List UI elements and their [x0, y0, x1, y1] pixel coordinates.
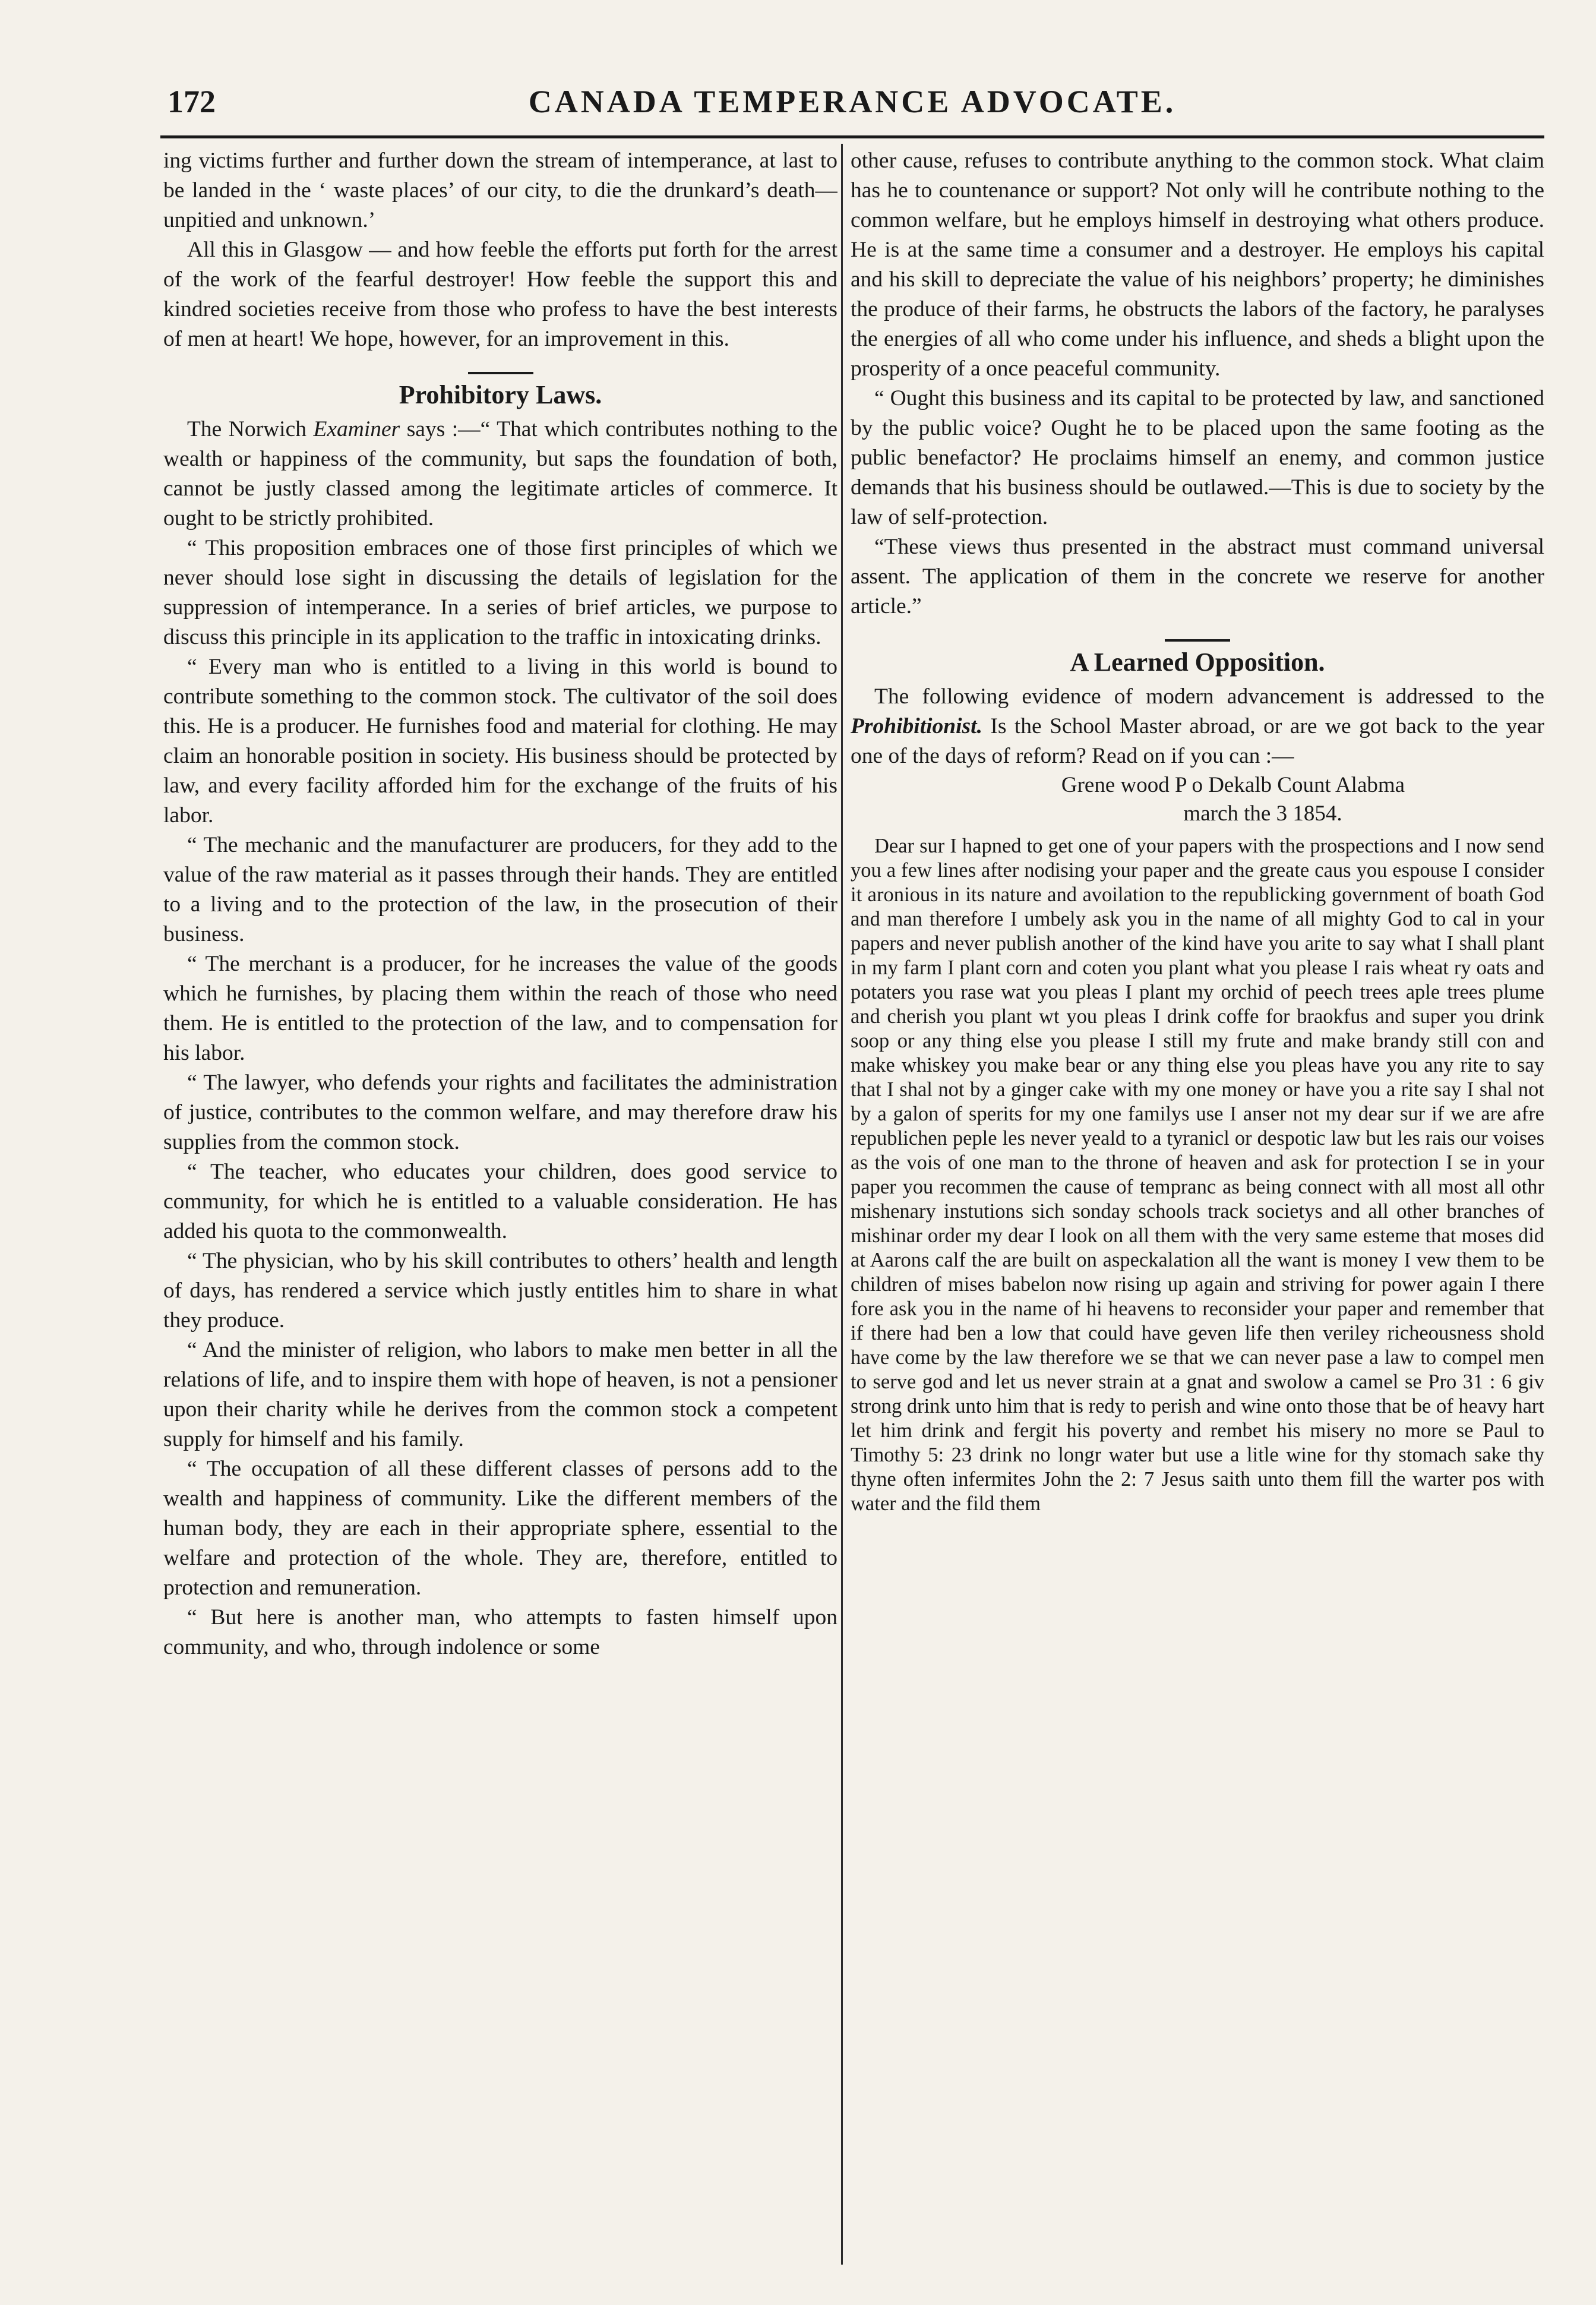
paragraph: “ This proposition embraces one of those first principles of which we never should lose sight in discussing the details of legislation for the suppression of intemperance. In a series of brief articles, we purpose to discuss this principle in its application to the traffic in intoxicating drinks. [163, 536, 837, 649]
learned-opposition-heading: A Learned Opposition. [1070, 648, 1325, 677]
text-run: says :—“ That which contributes nothing to the wealth or happiness of the community, but saps the foundation of both, cannot be justly classed among the legitimate articles of commerce. It ought to be strictly prohibited. [163, 417, 837, 531]
paragraph: “ The lawyer, who defends your rights and facilitates the administration of justice, contributes to the common welfare, and may therefore draw his supplies from the common stock. [163, 1071, 837, 1154]
paragraph: “ The teacher, who educates your children, does good service to community, for which he is entitled to a valuable consideration. He has added his quota to the commonwealth. [163, 1160, 837, 1243]
letter-dateline-date: march the 3 1854. [1183, 801, 1342, 826]
right-column [851, 146, 1544, 2267]
article-closing-paragraph: All this in Glasgow — and how feeble the efforts put forth for the arrest of the work of the fearful destroyer! How feeble the support this and kindred societies receive from those who profess to have the best interests of men at heart! We hope, however, for an improvement in this. [163, 238, 837, 351]
left-column [163, 146, 837, 2267]
paragraph: “ But here is another man, who attempts to fasten himself upon community, and who, through indolence or some [163, 1605, 837, 1659]
quoted-letter: Dear sur I hapned to get one of your papers with the prospections and I now send you a few lines after nodising your paper and the greate caus you espouse I consider it aronious in its nature and avoilation to the republicking government of boath God and man therefore I umbely ask you in the name of all mighty God to cal in your papers and never publish another of the kind have you arite to say what I shall plant in my farm I plant corn and coten you plant what you please I rais wheat ry oats and potaters you rase wat you pleas I plant my orchid of peech trees aple trees plume and cherish you plant wt you pleas I drink coffe for braokfus and super you drink soop or any thing else you please I still my frute and make brandy still con and make whiskey you make bear or any thing else you pleas have you any rite to say that I shal not by a ginger cake with my one money or have you a rite say I shal not by a galon of sperits for my one familys use I anser not my dear sur if we are afre republichen peple les never yeald to a tyranicl or despotic law but les rais our voises as the vois of one man to the throne of heaven and ask for protection I se in your paper you recommen the cause of tempranc as being connect with all most all othr mishenary instutions sich sonday schools track societys and all other branches of mishinar order my dear I look on all them with the very same esteme that moses did at Aarons calf the are built on aspeckalation all the want is money I vew them to be children of mises babelon now rising up again and striving for power again I there fore ask you in the name of hi heavens to reconsider your paper and remember that if there had ben a low that could have geven life then veriley richeousness shold have come by the law therefore we se that we can never pase a law to compel men to serve god and let us never strain at a gnat and swolow a camel se Pro 31 : 6 giv strong drink unto him that is redy to perish and wine onto those that be of heavy hart let him drink and fergit his poverty and rembet his misery no more se Paul to Timothy 5: 23 drink no longr water but use a litle wine for thy stomach sake thy thyne often infermites John the 2: 7 Jesus saith unto them fill the warter pos with water and the fild them [851, 835, 1544, 1515]
letter-dateline-place: Grene wood P o Dekalb Count Alabma [1061, 773, 1405, 797]
text-run: The Norwich [187, 417, 314, 441]
page-number: 172 [167, 84, 216, 119]
prohibitionist-title: Prohibitionist. [851, 714, 982, 738]
paragraph [851, 682, 1544, 771]
section-rule [1165, 639, 1230, 642]
text-run: Is the School Master abroad, or are we got back to the year one of the days of reform? Read on if you can :— [851, 714, 1544, 768]
paragraph: “ Ought this business and its capital to be protected by law, and sanctioned by the public voice? Ought he to be placed upon the same footing as the public benefactor? He proclaims himself an enemy, and common justice demands that his business should be outlawed.—This is due to society by the law of self-protection. [851, 386, 1544, 529]
paragraph: other cause, refuses to contribute anything to the common stock. What claim has he to countenance or support? Not only will he contribute nothing to the common welfare, but he employs himself in destroying what others produce. He is at the same time a consumer and a destroyer. He employs his capital and his skill to depreciate the value of his neighbors’ property; he diminishes the produce of their farms, he obstructs the labors of the factory, he paralyses the energies of all who come under his influence, and sheds a blight upon the prosperity of a once peaceful community. [851, 149, 1544, 381]
paragraph: “ The merchant is a producer, for he increases the value of the goods which he furnishes, by placing them within the reach of those who need them. He is entitled to the protection of the law, and to compensation for his labor. [163, 952, 837, 1065]
paragraph: “ Every man who is entitled to a living in this world is bound to contribute something to the common stock. The cultivator of the soil does this. He is a producer. He furnishes food and material for clothing. He may claim an honorable position in society. His business should be protected by law, and every facility afforded him for the exchange of the fruits of his labor. [163, 655, 837, 828]
paragraph: “ The physician, who by his skill contributes to others’ health and length of days, has rendered a service which justly entitles him to share in what they produce. [163, 1249, 837, 1333]
page-header [160, 83, 1544, 131]
running-title: CANADA TEMPERANCE ADVOCATE. [528, 84, 1177, 119]
section-rule [468, 372, 533, 374]
article-continuation-text: ing victims further and further down the stream of intemperance, at last to be landed in the ‘ waste places’ of our city, to die the drunkard’s death—unpitied and unknown.’ [163, 149, 837, 232]
header-rule [160, 135, 1544, 138]
paragraph: “These views thus presented in the abstract must command universal assent. The application of them in the concrete we reserve for another article.” [851, 535, 1544, 618]
prohibitory-laws-heading: Prohibitory Laws. [399, 380, 602, 409]
text-run: The following evidence of modern advancement is addressed to the [874, 684, 1544, 709]
paragraph: “ The mechanic and the manufacturer are producers, for they add to the value of the raw material as it passes through their hands. They are entitled to a living and to the protection of the law, in the prosecution of their business. [163, 833, 837, 946]
paragraph: “ And the minister of religion, who labors to make men better in all the relations of life, and to inspire them with hope of heaven, is not a pensioner upon their charity while he derives from the common stock a competent supply for himself and his family. [163, 1338, 837, 1451]
examiner-title: Examiner [313, 417, 400, 441]
paragraph [163, 415, 837, 533]
paragraph: “ The occupation of all these different classes of persons add to the wealth and happiness of community. Like the different members of the human body, they are each in their appropriate sphere, essential to the welfare and protection of the whole. They are, therefore, entitled to protection and remuneration. [163, 1457, 837, 1600]
column-divider [841, 144, 843, 2265]
